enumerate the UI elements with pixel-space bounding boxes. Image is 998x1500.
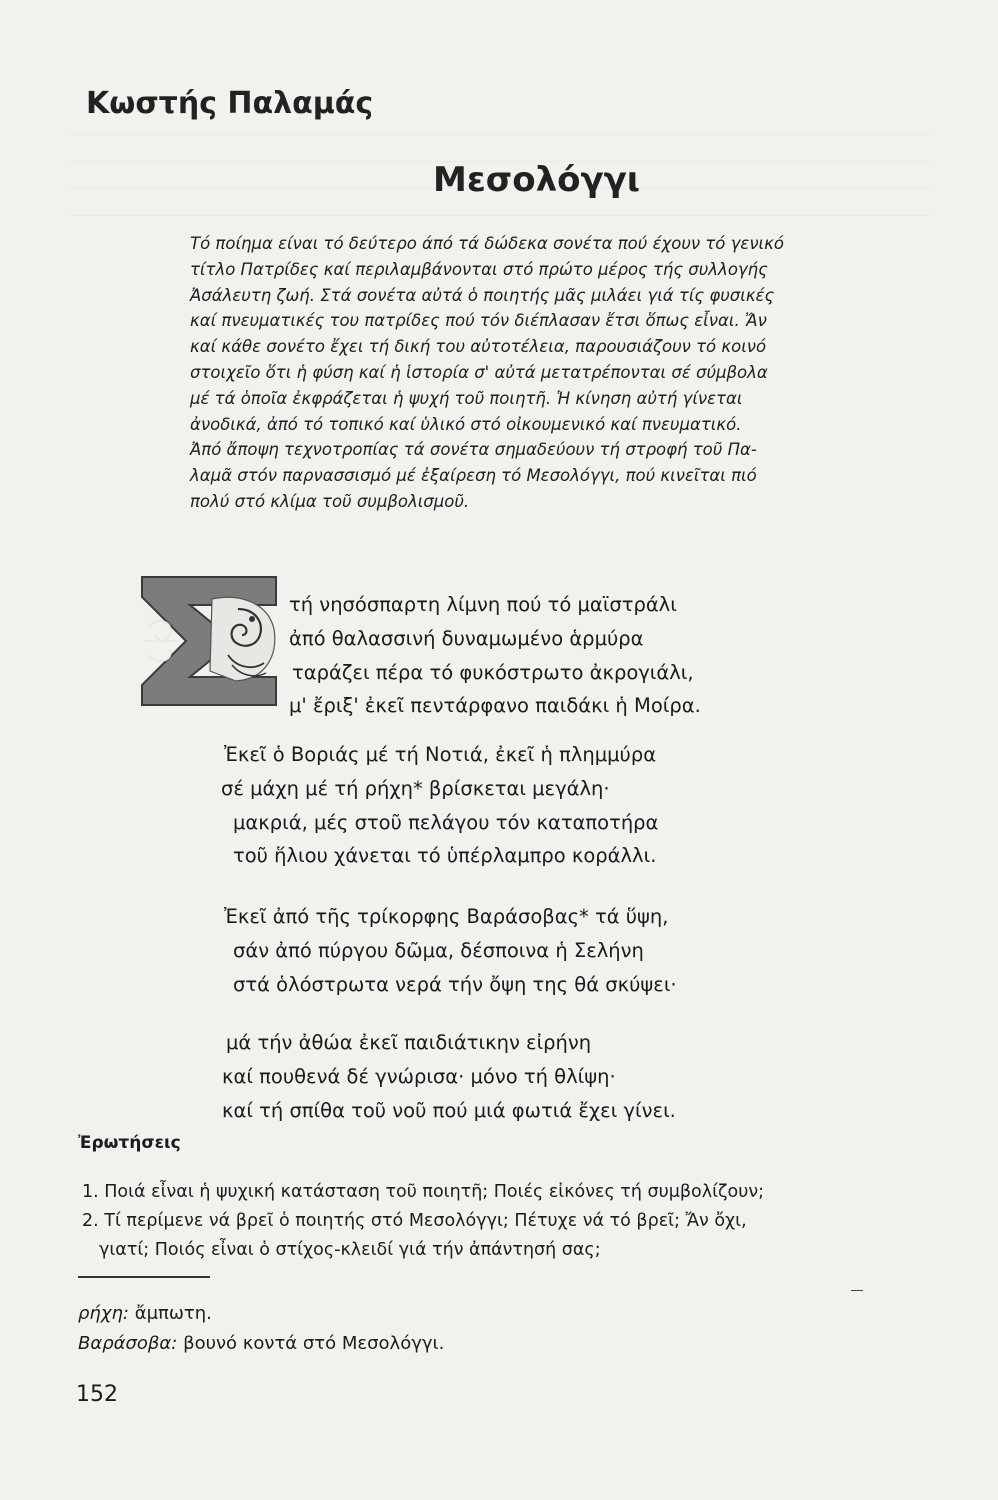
intro-line: μέ τά ὁποῖα ἐκφράζεται ἡ ψυχή τοῦ ποιητῆ. Ἡ κίνηση αὐτή γίνεται (190, 388, 743, 408)
footnotes (78, 1299, 444, 1359)
intro-line: λαμᾶ στόν παρνασσισμό μέ ἐξαίρεση τό Μεσολόγγι, πού κινεῖται πιό (190, 466, 757, 486)
verse-line: σέ μάχη μέ τή ρήχη* βρίσκεται μεγάλη· (221, 776, 610, 800)
poem-stanza-3 (224, 900, 677, 1001)
intro-line: Ἀπό ἄποψη τεχνοτροπίας τά σονέτα σημαδεύουν τή στροφή τοῦ Πα- (190, 440, 757, 460)
verse-line: ταράζει πέρα τό φυκόστρωτο ἀκρογιάλι, (292, 660, 694, 684)
verse-line: τή νησόσπαρτη λίμνη πού τό μαϊστράλι (289, 593, 677, 616)
verse-line: ἀπό θαλασσινή δυναμωμένο ἁρμύρα (289, 626, 644, 650)
footnote (78, 1299, 444, 1329)
footnote-divider (78, 1276, 210, 1278)
verse-line: καί τή σπίθα τοῦ νοῦ πού μιά φωτιά ἔχει γίνει. (222, 1098, 676, 1122)
author-name: Κωστής Παλαμάς (86, 86, 374, 121)
verse-line: Ἐκεῖ ὁ Βοριάς μέ τή Νοτιά, ἐκεῖ ἡ πλημμύρα (224, 743, 657, 766)
poem-stanza-4 (222, 1026, 676, 1127)
poem-stanza-1 (289, 588, 701, 723)
verse-line: τοῦ ἥλιου χάνεται τό ὑπέρλαμπρο κοράλλι. (233, 844, 657, 868)
intro-line: καί πνευματικές του πατρίδες πού τόν διέπλασαν ἔτσι ὅπως εἶναι. Ἄν (190, 311, 767, 331)
questions-list (82, 1178, 764, 1265)
intro-line: ἀνοδικά, ἀπό τό τοπικό καί ὑλικό στό οἰκουμενικό καί πνευματικό. (190, 414, 742, 434)
question-item: 2. Τί περίμενε νά βρεῖ ὁ ποιητής στό Μεσολόγγι; Πέτυχε νά τό βρεῖ; Ἄν ὄχι, (82, 1211, 747, 1231)
poem-stanza-2 (221, 738, 659, 873)
verse-line: Ἐκεῖ ἀπό τῆς τρίκορφης Βαράσοβας* τά ὕψη, (224, 905, 669, 928)
page-number: 152 (76, 1382, 118, 1407)
intro-line: πολύ στό κλίμα τοῦ συμβολισμοῦ. (190, 491, 470, 511)
footnote-definition: βουνό κοντά στό Μεσολόγγι. (183, 1333, 445, 1354)
verse-line: σάν ἀπό πύργου δῶμα, δέσποινα ἡ Σελήνη (233, 938, 644, 962)
intro-line: Τό ποίημα είναι τό δεύτερο άπό τά δώδεκα σονέτα πού έχουν τό γενικό (190, 234, 784, 253)
intro-line: καί κάθε σονέτο ἔχει τή δική του αὐτοτέλεια, παρουσιάζουν τό κοινό (190, 337, 767, 357)
intro-paragraph (190, 231, 930, 515)
footnote-term: Βαράσοβα: (78, 1333, 178, 1354)
footnote-definition: ἄμπωτη. (134, 1303, 212, 1324)
intro-line: Ἀσάλευτη ζωή. Στά σονέτα αὐτά ὁ ποιητής μᾶς μιλάει γιά τίς φυσικές (190, 285, 775, 305)
verse-line: μακριά, μές στοῦ πελάγου τόν καταποτήρα (233, 810, 659, 834)
footnote (78, 1329, 444, 1359)
intro-line: στοιχεῖο ὅτι ἡ φύση καί ἡ ἱστορία σ' αὐτά μετατρέπονται σέ σύμβολα (190, 362, 768, 382)
verse-line: καί πουθενά δέ γνώρισα· μόνο τή θλίψη· (222, 1064, 616, 1088)
question-item: 1. Ποιά εἶναι ἡ ψυχική κατάσταση τοῦ ποιητῆ; Ποιές εἰκόνες τή συμβολίζουν; (82, 1182, 765, 1202)
verse-line: μ' ἔριξ' ἐκεῖ πεντάρφανο παιδάκι ἡ Μοίρα. (289, 694, 701, 718)
verse-line: μά τήν ἀθώα ἐκεῖ παιδιάτικην εἰρήνη (226, 1031, 592, 1054)
verse-line: στά ὁλόστρωτα νερά τήν ὄψη της θά σκύψει· (233, 972, 677, 996)
questions-heading: Ἐρωτήσεις (78, 1133, 181, 1153)
question-item: γιατί; Ποιός εἶναι ὁ στίχος-κλειδί γιά τήν ἀπάντησή σας; (99, 1240, 601, 1260)
poem-title: Μεσολόγγι (433, 160, 641, 200)
scan-mark (851, 1290, 863, 1291)
intro-line: τίτλο Πατρίδες καί περιλαμβάνονται στό πρώτο μέρος τής συλλογής (190, 259, 768, 279)
ornamental-dropcap-sigma (140, 575, 278, 707)
footnote-term: ρήχη: (78, 1303, 129, 1324)
